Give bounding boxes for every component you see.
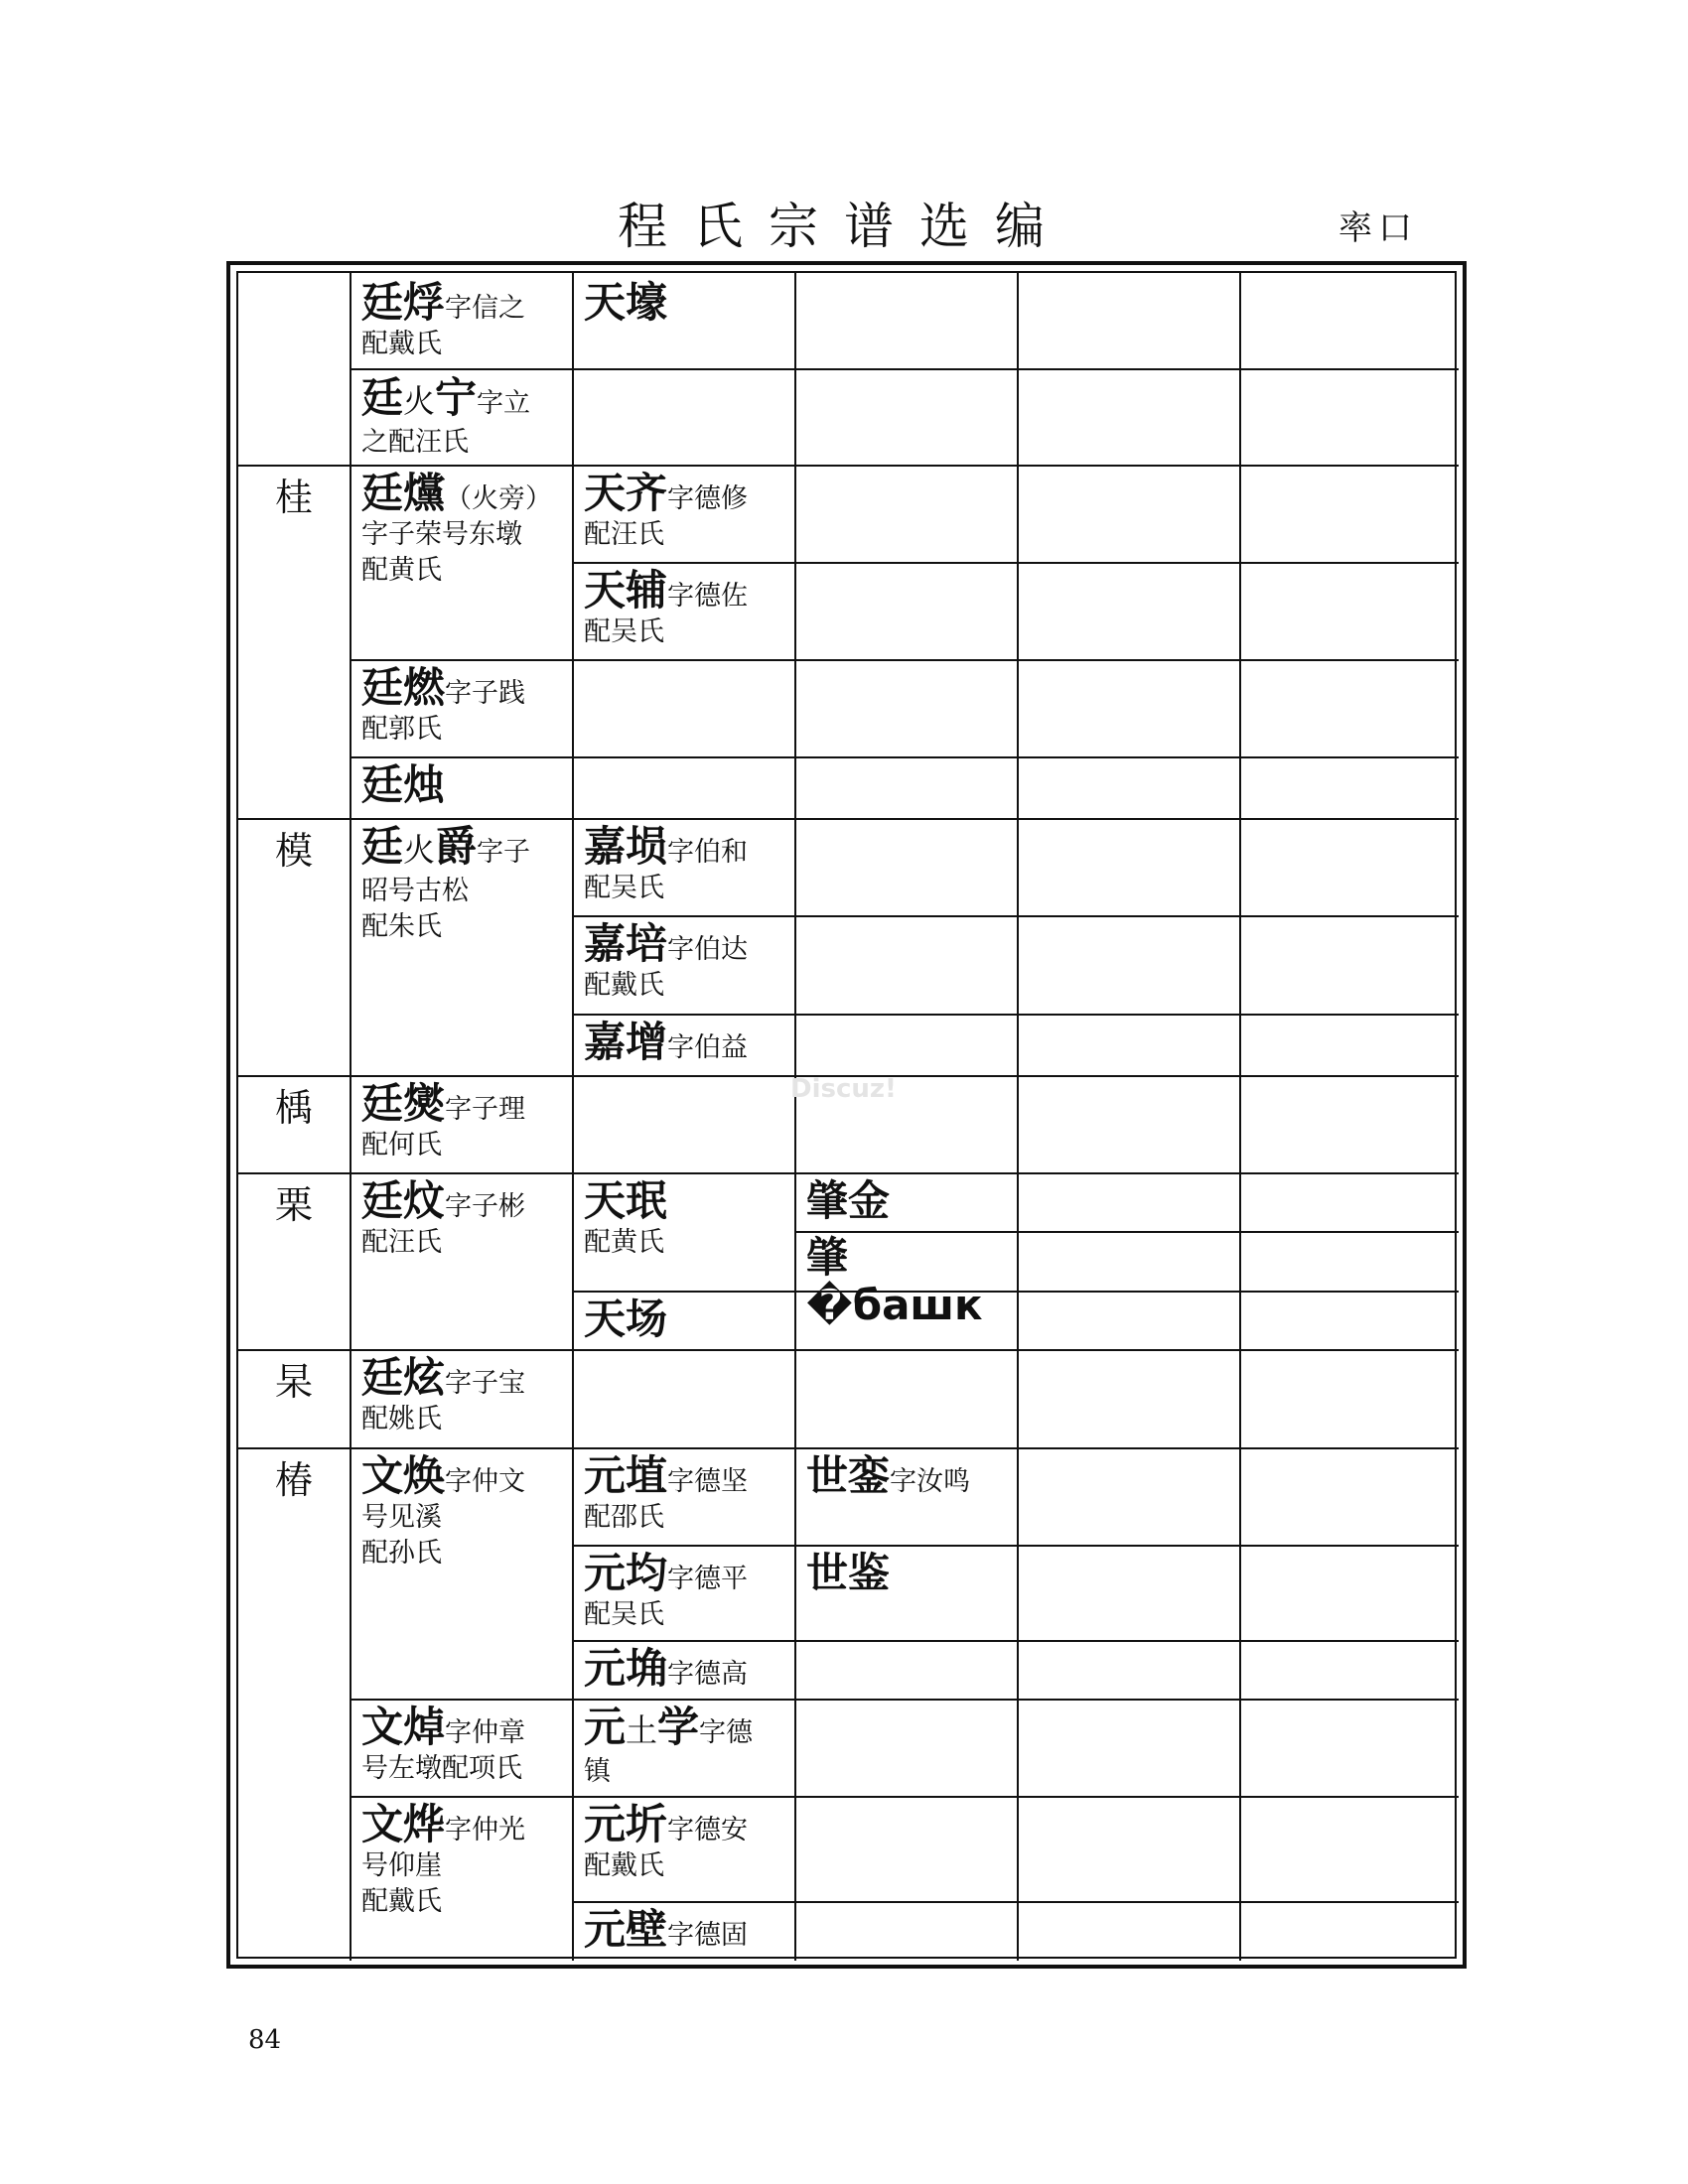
col2-entry: 嘉埙字伯和 配吴氏 [584, 823, 749, 903]
col1-entry: 廷烰字信之 配戴氏 [361, 279, 526, 359]
page-title: 程氏宗谱选编 [618, 198, 1070, 255]
col1-entry: 廷燃字子践 配郭氏 [361, 664, 526, 745]
col2-entry: 天辅字德佐 配吴氏 [584, 567, 749, 647]
watermark: Discuz! [790, 1074, 897, 1104]
col1-entry: 文焯字仲章 号左墩配项氏 [361, 1704, 526, 1784]
col2-entry: 元土学字德 镇 [584, 1704, 754, 1787]
col1-entry: 廷爕字子理 配何氏 [361, 1080, 526, 1160]
col1-entry: 廷烛 [361, 761, 446, 809]
col1-entry: 文焕字仲文 号见溪 配孙氏 [361, 1452, 526, 1569]
col3-entry: 世鉴 [806, 1550, 891, 1597]
col3-entry: 肇金 [806, 1177, 891, 1225]
col1-entry: 廷爣（火旁） 字子荣号东墩 配黄氏 [361, 470, 553, 586]
col2-entry: 嘉增字伯益 [584, 1019, 749, 1066]
col0-name: 栗 [274, 1183, 313, 1227]
col2-entry: 元埆字德高 [584, 1645, 749, 1693]
col1-entry: 廷炫字子宝 配姚氏 [361, 1354, 526, 1434]
col2-entry: 元壁字德固 [584, 1906, 749, 1954]
col0-name: 杲 [274, 1360, 313, 1404]
table-inner [236, 271, 1457, 1959]
col3-entry: 世銮字汝鸣 [806, 1452, 971, 1500]
page-number: 84 [248, 2025, 282, 2055]
col2-entry: 天场 [584, 1296, 668, 1343]
col1-entry: 廷火宁字立 之配汪氏 [361, 374, 531, 458]
col2-entry: 元圻字德安 配戴氏 [584, 1801, 749, 1881]
col2-entry: 元均字德平 配吴氏 [584, 1550, 749, 1630]
col2-entry: 元埴字德坚 配邵氏 [584, 1452, 749, 1533]
header-location: 率口 [1338, 208, 1418, 248]
col2-entry: 嘉培字伯达 配戴氏 [584, 920, 749, 1001]
col2-entry: 天齐字德修 配汪氏 [584, 470, 749, 550]
col0-name: 椿 [274, 1458, 313, 1502]
col2-entry: 天珉 配黄氏 [584, 1177, 668, 1258]
col1-entry: 文烨字仲光 号仰崖 配戴氏 [361, 1801, 526, 1917]
col0-name: 楀 [274, 1086, 313, 1130]
col0-name: 桂 [274, 476, 313, 519]
genealogy-table [226, 261, 1467, 1969]
col2-entry: 天壕 [584, 279, 668, 327]
col0-name: 模 [274, 829, 313, 873]
col1-entry: 廷火爵字子 昭号古松 配朱氏 [361, 823, 531, 942]
col3-entry: 肇�башк [806, 1234, 983, 1329]
col1-entry: 廷炆字子彬 配汪氏 [361, 1177, 526, 1258]
